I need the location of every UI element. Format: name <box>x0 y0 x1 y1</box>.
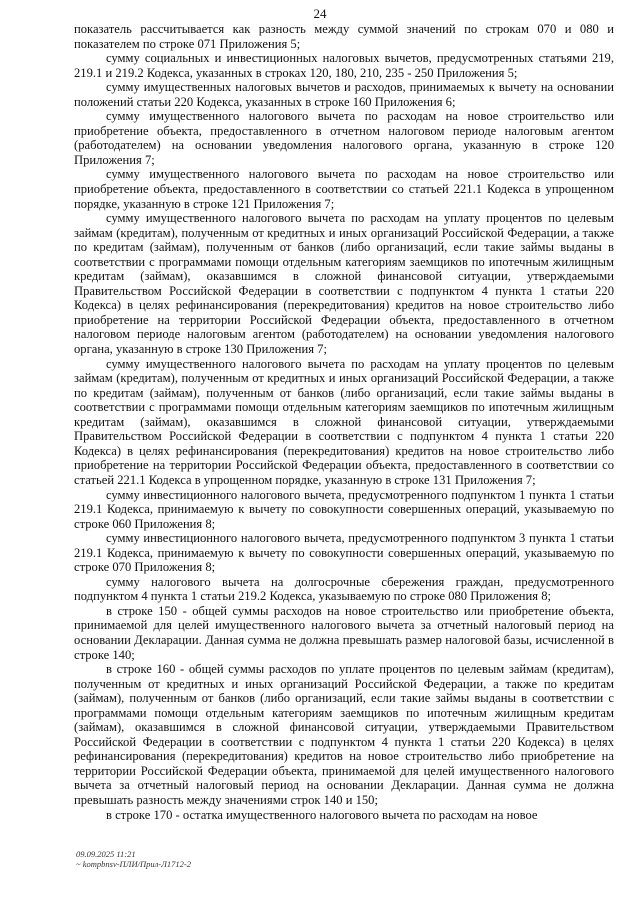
footer-doc-code: ~ kompbnsv-ПЛИ/Прил-Л1712-2 <box>76 859 191 869</box>
document-body <box>74 22 614 822</box>
document-footer <box>76 849 191 869</box>
paragraph-8: сумму инвестиционного налогового вычета, предусмотренного подпунктом 1 пункта 1 статьи 219.1 Кодекса, принимаемую к вычету по совокупности совершенных операций, указываемую по строке 060 Приложения 8; <box>74 487 614 531</box>
paragraph-9: сумму инвестиционного налогового вычета, предусмотренного подпунктом 3 пункта 1 статьи 219.1 Кодекса, принимаемую к вычету по совокупности совершенных операций, указываемую по строке 070 Приложения 8; <box>74 531 614 575</box>
paragraph-1: показатель рассчитывается как разность между суммой значений по строкам 070 и 080 и показателем по строке 071 Приложения 5; <box>74 22 614 51</box>
paragraph-11: в строке 150 - общей суммы расходов на новое строительство или приобретение объекта, принимаемой для целей имущественного налогового вычета за отчетный налоговый период на основании Декларации. Данная сумма не должна превышать размер налоговой базы, исчисленной в строке 140; <box>74 603 614 662</box>
paragraph-6: сумму имущественного налогового вычета по расходам на уплату процентов по целевым займам (кредитам), полученным от кредитных и иных организаций Российской Федерации, а также по кредитам (займам), полученным от банков (либо организаций, если такие займы выданы в соответствии с программами помощи отдельным категориям заемщиков по ипотечным жилищным кредитам (займам), оказавшимся в сложной финансовой ситуации, утверждаемыми Правительством Российской Федерации в соответствии с подпунктом 4 пункта 1 статьи 220 Кодекса) в целях рефинансирования (перекредитования) кредитов на новое строительство либо приобретение на территории Российской Федерации объекта, предоставленного в отчетном налоговом периоде налоговым агентом (работодателем) на основании уведомления налогового органа, указанную в строке 130 Приложения 7; <box>74 211 614 357</box>
paragraph-2: сумму социальных и инвестиционных налоговых вычетов, предусмотренных статьями 219, 219.1 и 219.2 Кодекса, указанных в строках 120, 180, 210, 235 - 250 Приложения 5; <box>74 51 614 80</box>
paragraph-13: в строке 170 - остатка имущественного налогового вычета по расходам на новое <box>106 807 538 822</box>
paragraph-10: сумму налогового вычета на долгосрочные сбережения граждан, предусмотренного подпунктом 4 пункта 1 статьи 219.2 Кодекса, указываемую по строке 080 Приложения 8; <box>74 574 614 604</box>
paragraph-3: сумму имущественных налоговых вычетов и расходов, принимаемых к вычету на основании положений статьи 220 Кодекса, указанных в строке 160 Приложения 6; <box>74 80 614 109</box>
paragraph-7: сумму имущественного налогового вычета по расходам на уплату процентов по целевым займам (кредитам), полученным от кредитных и иных организаций Российской Федерации, а также по кредитам (займам), полученным от банков (либо организаций, если такие займы выданы в соответствии с программами помощи отдельным категориям заемщиков по ипотечным жилищным кредитам (займам), оказавшимся в сложной финансовой ситуации, утверждаемыми Правительством Российской Федерации в соответствии с подпунктом 4 пункта 1 статьи 220 Кодекса) в целях рефинансирования (перекредитования) кредитов на новое строительство либо приобретение на территории Российской Федерации объекта, предоставленного в соответствии со статьей 221.1 Кодекса в упрощенном порядке, указанную в строке 131 Приложения 7; <box>74 356 614 487</box>
paragraph-12: в строке 160 - общей суммы расходов по уплате процентов по целевым займам (кредитам), полученным от кредитных и иных организаций Российской Федерации, а также по кредитам (займам), полученным от банков (либо организаций, если такие займы выданы в соответствии с программами помощи отдельным категориям заемщиков по ипотечным жилищным кредитам (займам), оказавшимся в сложной финансовой ситуации, утверждаемыми Правительством Российской Федерации в соответствии с подпунктом 4 пункта 1 статьи 220 Кодекса) в целях рефинансирования (перекредитования) кредитов на новое строительство либо приобретение на территории Российской Федерации объекта, принимаемой для целей имущественного налогового вычета за отчетный налоговый период на основании Декларации. Данная сумма не должна превышать разность между значениями строк 140 и 150; <box>74 662 614 807</box>
footer-timestamp: 09.09.2025 11:21 <box>76 849 136 859</box>
paragraph-5: сумму имущественного налогового вычета по расходам на новое строительство или приобретение объекта, предоставленного в соответствии со статьей 221.1 Кодекса в упрощенном порядке, указанную в строке 121 Приложения 7; <box>74 167 614 211</box>
page-number: 24 <box>313 6 327 21</box>
paragraph-4: сумму имущественного налогового вычета по расходам на новое строительство или приобретение объекта, предоставленного в отчетном налоговом периоде налоговым агентом (работодателем) на основании уведомления налогового органа, указанную в строке 120 Приложения 7; <box>74 109 614 167</box>
